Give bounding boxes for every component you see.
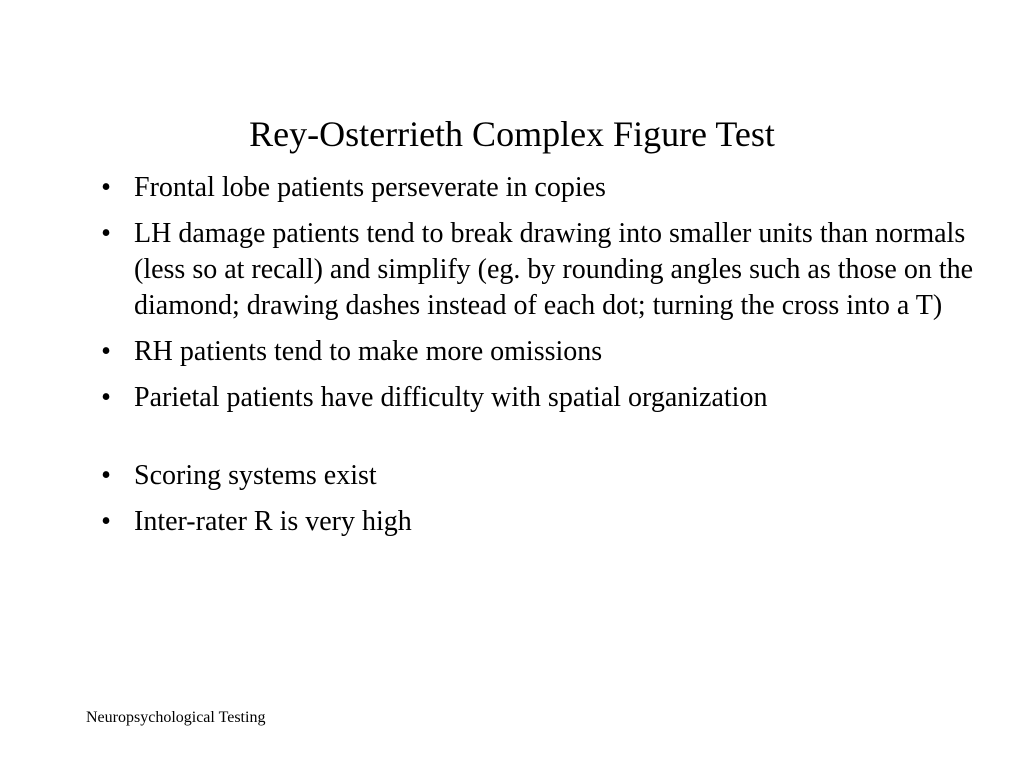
- bullet-text: RH patients tend to make more omissions: [134, 336, 603, 367]
- bullet-item: [96, 334, 976, 370]
- slide-footer: Neuropsychological Testing: [86, 709, 266, 726]
- bullet-dot-icon: •: [101, 382, 111, 413]
- bullet-item: [96, 170, 976, 206]
- slide-title: Rey-Osterrieth Complex Figure Test: [249, 114, 775, 154]
- bullet-dot-icon: •: [101, 172, 111, 203]
- bullet-item: [96, 458, 976, 494]
- bullet-text: Parietal patients have difficulty with spatial organization: [134, 382, 768, 413]
- bullet-text: Scoring systems exist: [134, 460, 377, 491]
- bullet-list: [96, 170, 976, 550]
- bullet-text: Frontal lobe patients perseverate in copies: [134, 172, 606, 203]
- bullet-item: [96, 216, 976, 324]
- bullet-item: [96, 504, 976, 540]
- bullet-text: LH damage patients tend to break drawing into smaller units than normals (less so at recall) and simplify (eg. by rounding angles such as those on the diamond; drawing dashes instead of each dot; turning the cross into a T): [134, 218, 974, 321]
- bullet-item: [96, 380, 976, 416]
- bullet-dot-icon: •: [101, 218, 111, 249]
- bullet-text: Inter-rater R is very high: [134, 506, 412, 537]
- bullet-dot-icon: •: [101, 460, 111, 491]
- bullet-dot-icon: •: [101, 506, 111, 537]
- bullet-dot-icon: •: [101, 336, 111, 367]
